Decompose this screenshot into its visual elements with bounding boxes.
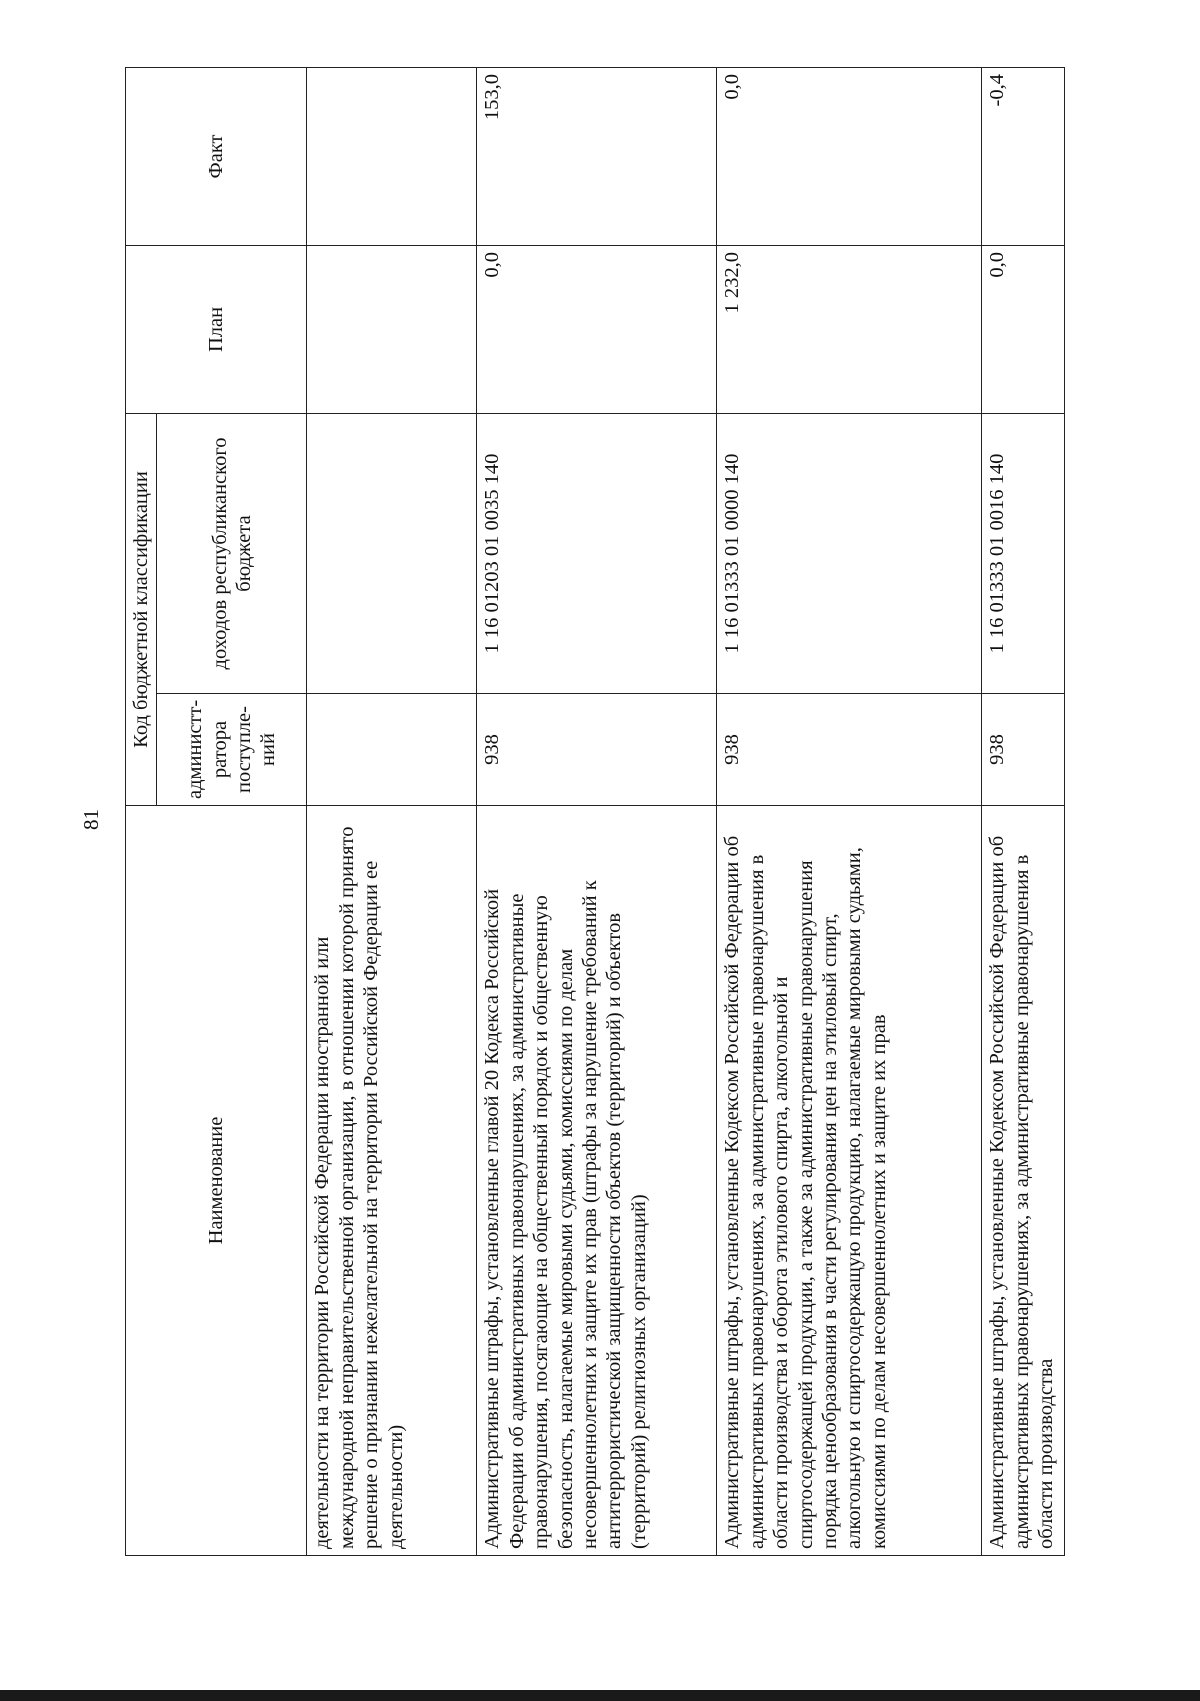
header-code-group: Код бюджетной классификации xyxy=(126,413,157,805)
table-row xyxy=(982,67,1065,1555)
table-row xyxy=(307,67,477,1555)
row-income: 1 16 01203 01 0035 140 xyxy=(477,413,717,693)
row-name: Административные штрафы, установленные Кодексом Российской Федерации об административных правонарушениях, за административные правонарушения в области производства и оборота этилового спирта, алкогольной и спиртосодержащей продукции, а также за административные правонарушения порядка ценообразования в части регулирования цен на этиловый спирт, алкогольную и спиртосодержащую продукцию, налагаемые мировыми судьями, комиссиями по делам несовершеннолетних и защите их прав xyxy=(717,806,982,1556)
row-name: Административные штрафы, установленные Кодексом Российской Федерации об административных правонарушениях, за административные правонарушения в области производства xyxy=(982,806,1065,1556)
header-plan: План xyxy=(126,245,307,413)
row-name: Административные штрафы, установленные главой 20 Кодекса Российской Федерации об административных правонарушениях, за административные правонарушения, посягающие на общественный порядок и общественную безопасность, налагаемые мировыми судьями, комиссиями по делам несовершеннолетних и защите их прав (штрафы за нарушение требований к антитеррористической защищенности объектов (территорий) и объектов (территорий) религиозных организаций) xyxy=(477,806,717,1556)
row-fact xyxy=(307,67,477,245)
scan-edge-stripe xyxy=(0,1690,1200,1701)
row-fact: 0,0 xyxy=(717,67,982,245)
row-income xyxy=(307,413,477,693)
row-plan xyxy=(307,245,477,413)
rotated-table-container xyxy=(125,68,1065,1556)
header-row-1 xyxy=(126,67,157,1555)
header-admin: администт-ратора поступле-ний xyxy=(157,694,307,806)
header-income: доходов республиканского бюджета xyxy=(157,413,307,693)
row-admin: 938 xyxy=(477,694,717,806)
row-admin: 938 xyxy=(982,694,1065,806)
row-name: деятельности на территории Российской Федерации иностранной или международной неправительственной организации, в отношении которой принято решение о признании нежелательной на территории Российской Федерации ее деятельности) xyxy=(307,806,477,1556)
header-name: Наименование xyxy=(126,806,307,1556)
row-plan: 0,0 xyxy=(477,245,717,413)
budget-table xyxy=(125,67,1065,1556)
row-fact: 153,0 xyxy=(477,67,717,245)
row-plan: 0,0 xyxy=(982,245,1065,413)
page-number: 81 xyxy=(79,809,103,830)
header-fact: Факт xyxy=(126,67,307,245)
row-admin: 938 xyxy=(717,694,982,806)
table-row xyxy=(477,67,717,1555)
row-plan: 1 232,0 xyxy=(717,245,982,413)
row-income: 1 16 01333 01 0016 140 xyxy=(982,413,1065,693)
row-admin xyxy=(307,694,477,806)
row-fact: -0,4 xyxy=(982,67,1065,245)
row-income: 1 16 01333 01 0000 140 xyxy=(717,413,982,693)
table-row xyxy=(717,67,982,1555)
